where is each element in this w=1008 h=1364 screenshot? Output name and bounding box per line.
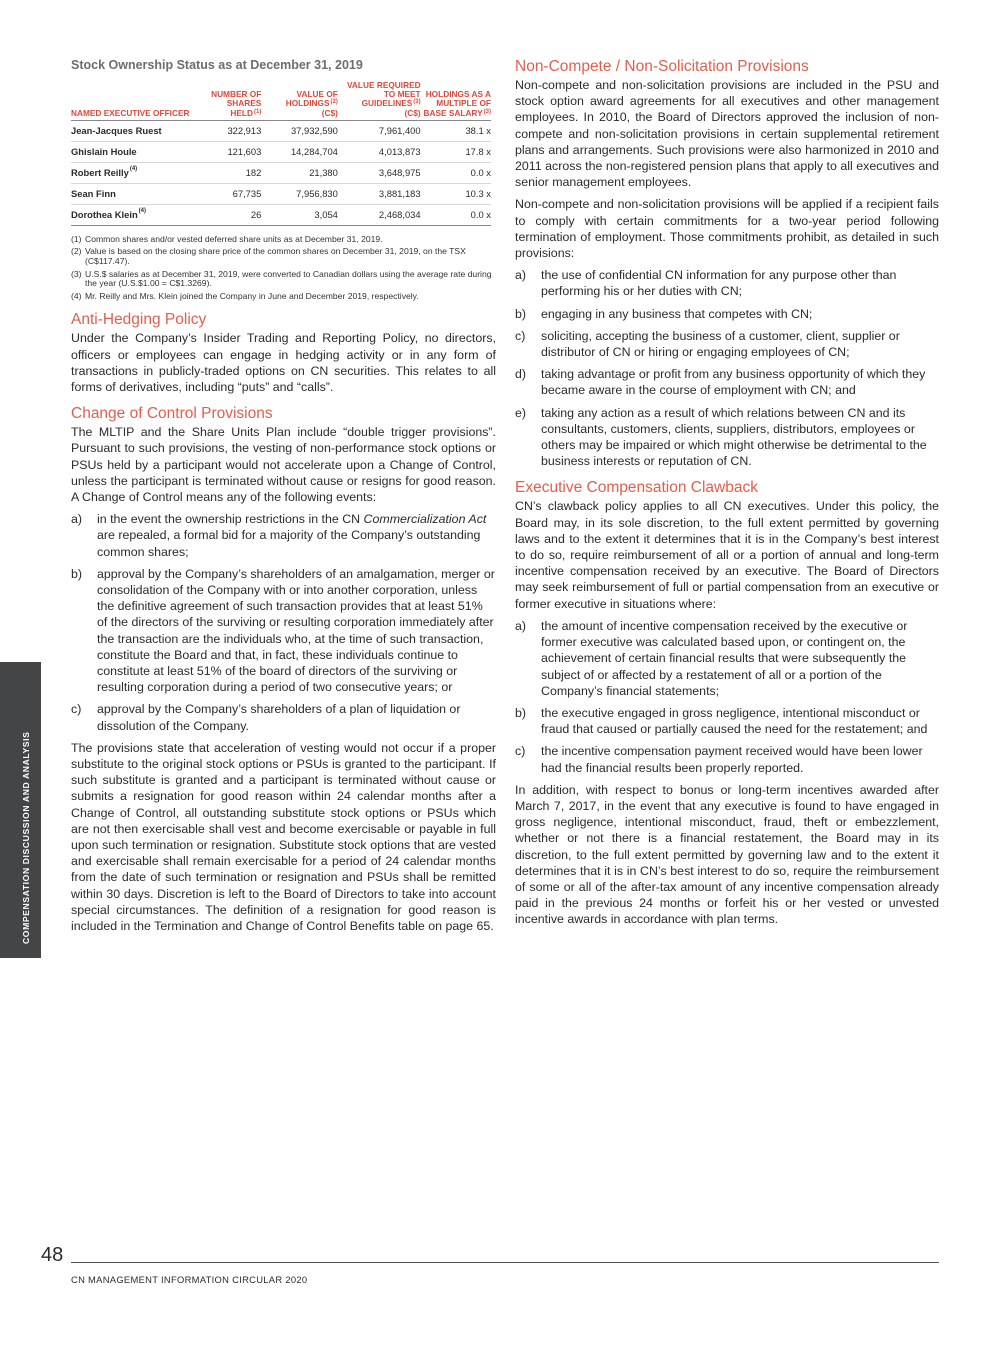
footer-title: CN MANAGEMENT INFORMATION CIRCULAR 2020	[71, 1274, 308, 1285]
officer-name: Ghislain Houle	[71, 141, 195, 162]
non-compete-list	[515, 267, 939, 469]
table-row	[71, 204, 491, 225]
holdings-value: 7,956,830	[261, 183, 338, 204]
footnote: (3) U.S.$ salaries as at December 31, 2019, were converted to Canadian dollars using the average rate during the year (U.S.$1.00 = C$1.3269).	[71, 268, 492, 289]
holdings-multiple: 0.0 x	[421, 162, 491, 183]
cn-logo-icon	[14, 1336, 28, 1364]
anti-hedging-heading: Anti-Hedging Policy	[71, 311, 207, 329]
left-column	[71, 58, 496, 940]
non-compete-heading: Non-Compete / Non-Solicitation Provisions	[515, 58, 809, 75]
officer-name: Jean-Jacques Ruest	[71, 120, 195, 141]
holdings-multiple: 0.0 x	[421, 204, 491, 225]
footnote: (1) Common shares and/or vested deferred share units as at December 31, 2019.	[71, 233, 383, 244]
anti-hedging-body: Under the Company’s Insider Trading and Reporting Policy, no directors, officers or employees can engage in hedging activity or in any form of transactions in publicly-traded options on CN securities. This relates to all forms of derivatives, including “puts” and “calls”.	[71, 331, 496, 394]
table-row	[71, 141, 491, 162]
footnote: (2) Value is based on the closing share price of the common shares on December 31, 2019, on the TSX (C$117.47).	[71, 246, 466, 266]
value-required: 4,013,873	[338, 141, 421, 162]
officer-name: Dorothea Klein$^{(4)}$	[71, 204, 195, 225]
table-row	[71, 120, 491, 141]
list-item: e) taking any action as a result of which relations between CN and its consultants, customers, clients, suppliers, distributors, employees or others may be impaired or which might otherwise be detrimental to the business interests or reputation of CN.	[515, 405, 927, 469]
holdings-value: 21,380	[261, 162, 338, 183]
table-title: Stock Ownership Status as at December 31, 2019	[71, 58, 363, 72]
change-of-control-list	[71, 511, 496, 734]
table-row	[71, 162, 491, 183]
header-multiple: HOLDINGS AS A MULTIPLE OF BASE SALARY$^{(3)}$	[421, 81, 491, 120]
page-number: 48	[41, 1244, 64, 1266]
right-column	[515, 58, 939, 934]
table-header-row	[71, 81, 491, 120]
change-of-control-closing: The provisions state that acceleration of vesting would not occur if a proper substitute to the original stock options or PSUs is granted to the participant. If such substitute is granted and a participant is terminated without cause or submits a resignation for good reason within 24 calendar months after a Change of Control, all outstanding substitute stock options or PSUs which are not then exercisable shall vest and become exercisable or payable in full upon such termination or resignation. Substitute stock options that are vested and exercisable shall remain exercisable for a period of 24 calendar months from the date of such termination or resignation and PSUs shall be remitted within 30 days. Discretion is left to the Board of Directors to take into account special circumstances. The definition of a resignation for good reason is included in the Termination and Change of Control Benefits table on page 65.	[71, 740, 496, 934]
table-row	[71, 183, 491, 204]
non-compete-paragraph-2: Non-compete and non-solicitation provisions will be applied if a recipient fails to comply with certain commitments for a two-year period following termination of employment. Those commitments prohibit, as detailed in such provisions:	[515, 197, 939, 261]
clawback-heading: Executive Compensation Clawback	[515, 479, 758, 497]
holdings-multiple: 38.1 x	[421, 120, 491, 141]
shares-held: 322,913	[195, 120, 261, 141]
list-item: a) the use of confidential CN information for any purpose other than performing his or her duties with CN;	[515, 268, 897, 299]
header-value: VALUE OF HOLDINGS$^{(2)}$ (C$)	[261, 81, 338, 120]
officer-name: Robert Reilly$^{(4)}$	[71, 162, 195, 183]
clawback-list	[515, 618, 939, 776]
holdings-value: 3,054	[261, 204, 338, 225]
value-required: 3,648,975	[338, 162, 421, 183]
header-officer: NAMED EXECUTIVE OFFICER	[71, 81, 195, 120]
holdings-value: 37,932,590	[261, 120, 338, 141]
shares-held: 182	[195, 162, 261, 183]
value-required: 2,468,034	[338, 204, 421, 225]
clawback-paragraph-2: In addition, with respect to bonus or long-term incentives awarded after March 7, 2017, in the event that any executive is found to have engaged in gross negligence, intentional misconduct, fraud, theft or embezzlement, whether or not there is a financial restatement, the Board may in its discretion, to the full extent permitted by governing law and to the extent it determines that it is in CN’s best interest to do so, require the reimbursement of some or all of the after-tax amount of any incentive compensation already paid in the previous 24 months or forfeit his or her vested or unvested incentive awards in accordance with plan terms.	[515, 782, 939, 927]
shares-held: 67,735	[195, 183, 261, 204]
list-item: c) the incentive compensation payment received would have been lower had the financial results been properly reported.	[515, 744, 923, 775]
officer-name: Sean Finn	[71, 183, 195, 204]
holdings-value: 14,284,704	[261, 141, 338, 162]
table-footnotes	[71, 235, 496, 302]
list-item: b) engaging in any business that competes with CN;	[515, 306, 813, 321]
list-item: a) the amount of incentive compensation received by the executive or former executive was calculated based upon, or contingent on, the achievement of certain financial results that were subsequently the subject of or affected by a restatement of all or a portion of the Company’s financial statements;	[515, 618, 908, 698]
list-item: a) in the event the ownership restrictions in the CN Commercialization Act are repealed, a formal bid for a majority of the Company’s outstanding common shares;	[71, 512, 487, 559]
footer-divider	[71, 1262, 939, 1263]
list-item: b) approval by the Company’s shareholders of an amalgamation, merger or consolidation of the Company with or into another corporation, unless the definitive agreement of such transaction provides that at least 51% of the directors of the surviving or resulting corporation immediately after the transaction are the individuals who, at the time of such transaction, constitute the Board and that, in fact, these individuals continue to constitute at least 51% of the board of directors of the surviving or resulting corporation during a period of two consecutive years; or	[71, 566, 495, 695]
change-of-control-heading: Change of Control Provisions	[71, 405, 273, 423]
list-item: b) the executive engaged in gross negligence, intentional misconduct or fraud that caused or partially caused the need for the restatement; and	[515, 705, 928, 737]
holdings-multiple: 10.3 x	[421, 183, 491, 204]
shares-held: 121,603	[195, 141, 261, 162]
shares-held: 26	[195, 204, 261, 225]
stock-ownership-table	[71, 81, 491, 226]
footnote: (4) Mr. Reilly and Mrs. Klein joined the Company in June and December 2019, respectively.	[71, 290, 419, 301]
value-required: 3,881,183	[338, 183, 421, 204]
list-item: d) taking advantage or profit from any business opportunity of which they became aware in the course of employment with CN; and	[515, 367, 926, 398]
header-required: VALUE REQUIRED TO MEET GUIDELINES$^{(3)}$ (C$)	[338, 81, 421, 120]
non-compete-paragraph-1: Non-compete and non-solicitation provisions are included in the PSU and stock option award agreements for all executives and other management employees. In 2010, the Board of Directors approved the inclusion of non-compete and non-solicitation provisions in certain supplemental retirement plans and arrangements. Such provisions were also harmonized in 2010 and 2011 across the non-registered pension plans that apply to all executives and senior management employees.	[515, 78, 939, 190]
value-required: 7,961,400	[338, 120, 421, 141]
section-label: COMPENSATION DISCUSSION AND ANALYSIS	[21, 731, 31, 944]
clawback-paragraph-1: CN’s clawback policy applies to all CN executives. Under this policy, the Board may, in its sole discretion, to the full extent permitted by governing laws and to the extent it determines that it is in the Company’s best interest to do so, require reimbursement of all or a portion of annual and long-term incentive compensation received by an executive. The Board of Directors may seek reimbursement of full or partial compensation from an executive or former executive in situations where:	[515, 499, 939, 611]
change-of-control-intro: The MLTIP and the Share Units Plan include “double trigger provisions”. Pursuant to such provisions, the vesting of non-performance stock options or PSUs held by a participant would not accelerate upon a Change of Control, unless the participant is terminated without cause or resigns for good reason. A Change of Control means any of the following events:	[71, 425, 496, 504]
list-item: c) soliciting, accepting the business of a customer, client, supplier or distributor of CN or hiring or engaging employees of CN;	[515, 328, 900, 360]
list-item: c) approval by the Company’s shareholders of a plan of liquidation or dissolution of the Company.	[71, 702, 461, 733]
header-shares: NUMBER OF SHARES HELD$^{(1)}$	[195, 81, 261, 120]
holdings-multiple: 17.8 x	[421, 141, 491, 162]
